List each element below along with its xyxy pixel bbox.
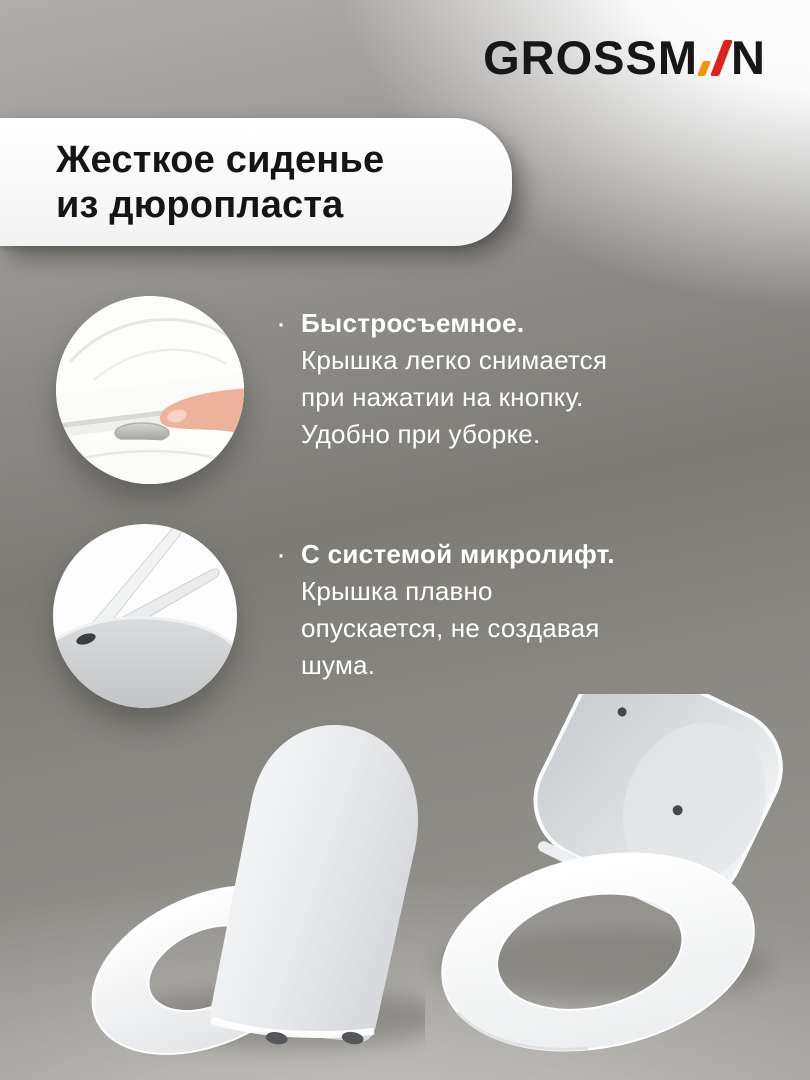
logo-text-start: GROSSM — [483, 31, 699, 84]
feature-line: Удобно при уборке. — [301, 419, 541, 449]
soft-close-microlift-photo-icon — [53, 524, 237, 708]
logo-red-slash — [710, 40, 733, 76]
brand-logo — [483, 31, 766, 84]
feature-microlift — [276, 536, 721, 684]
product-image-left — [80, 700, 425, 1080]
feature-photo-quick-release — [56, 296, 244, 484]
feature-line: при нажатии на кнопку. — [301, 382, 584, 412]
feature-title: · Быстросъемное. — [276, 307, 525, 340]
finger-press-quick-release-photo-icon — [56, 296, 244, 484]
feature-line: Крышка легко снимается — [301, 345, 608, 375]
headline-line1: Жесткое сиденье — [56, 139, 385, 181]
feature-quick-release — [276, 305, 721, 453]
feature-line: шума. — [301, 650, 376, 680]
feature-line: Крышка плавно — [301, 576, 493, 606]
logo-a-mark — [699, 40, 730, 76]
feature-title: · С системой микролифт. — [276, 538, 615, 571]
feature-line: опускается, не создавая — [301, 613, 600, 643]
bullet-dot: · — [276, 538, 287, 571]
toilet-seat-lid-raised-top-view-image — [418, 694, 810, 1080]
headline-banner — [0, 118, 512, 246]
headline-line2: из дюропласта — [56, 184, 344, 226]
logo-text-end: N — [731, 31, 766, 84]
logo-orange-tick — [697, 61, 711, 76]
product-image-right — [418, 694, 810, 1080]
bullet-dot: · — [276, 307, 287, 340]
toilet-seat-lid-open-standing-image — [80, 700, 425, 1075]
feature-photo-microlift — [53, 524, 237, 708]
